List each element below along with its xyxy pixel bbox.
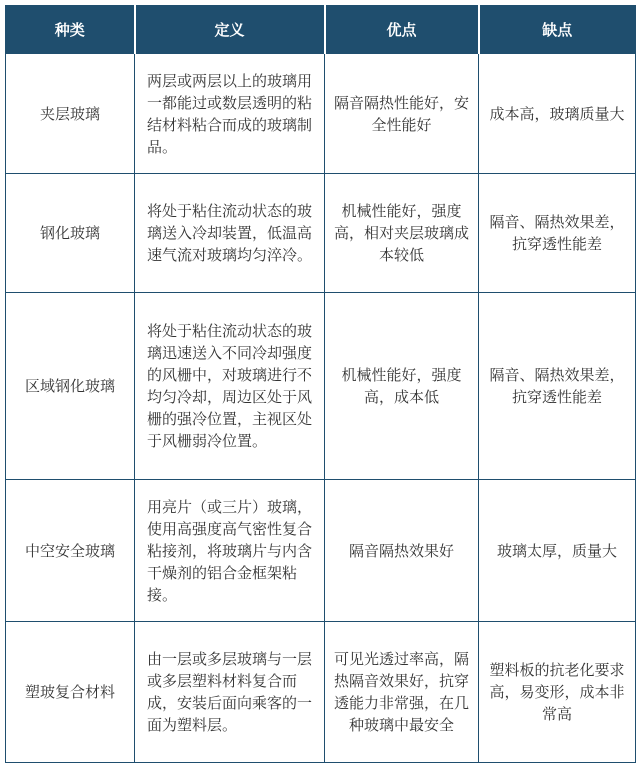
table-body	[6, 54, 636, 763]
cell-type: 夹层玻璃	[6, 54, 135, 174]
cell-pros: 隔音隔热性能好，安全性能好	[325, 54, 479, 174]
cell-cons: 成本高，玻璃质量大	[479, 54, 636, 174]
cell-type: 区域钢化玻璃	[6, 293, 135, 480]
cell-definition: 将处于粘住流动状态的玻璃迅速送入不同冷却强度的风栅中，对玻璃进行不均匀冷却，周边区处于风栅的强冷位置，主视区处于风栅弱冷位置。	[135, 293, 325, 480]
cell-pros: 机械性能好，强度高，相对夹层玻璃成本较低	[325, 174, 479, 293]
table-header	[6, 6, 636, 54]
cell-cons: 隔音、隔热效果差，抗穿透性能差	[479, 174, 636, 293]
cell-type: 塑玻复合材料	[6, 622, 135, 763]
glass-comparison-table	[5, 5, 636, 763]
cell-pros: 隔音隔热效果好	[325, 480, 479, 622]
header-type: 种类	[6, 6, 135, 54]
header-pros: 优点	[325, 6, 479, 54]
cell-pros: 可见光透过率高，隔热隔音效果好，抗穿透能力非常强，在几种玻璃中最安全	[325, 622, 479, 763]
cell-definition: 两层或两层以上的玻璃用一都能过或数层透明的粘结材料粘合而成的玻璃制品。	[135, 54, 325, 174]
cell-definition: 由一层或多层玻璃与一层或多层塑料材料复合而成，安装后面向乘客的一面为塑料层。	[135, 622, 325, 763]
cell-cons: 玻璃太厚，质量大	[479, 480, 636, 622]
table-row	[6, 293, 636, 480]
header-row	[6, 6, 636, 54]
cell-pros: 机械性能好，强度高，成本低	[325, 293, 479, 480]
header-definition: 定义	[135, 6, 325, 54]
cell-cons: 隔音、隔热效果差，抗穿透性能差	[479, 293, 636, 480]
cell-cons: 塑料板的抗老化要求高，易变形，成本非常高	[479, 622, 636, 763]
header-cons: 缺点	[479, 6, 636, 54]
table-row	[6, 622, 636, 763]
table-row	[6, 54, 636, 174]
cell-type: 钢化玻璃	[6, 174, 135, 293]
cell-type: 中空安全玻璃	[6, 480, 135, 622]
cell-definition: 用亮片（或三片）玻璃，使用高强度高气密性复合粘接剂，将玻璃片与内含干燥剂的铝合金框架粘接。	[135, 480, 325, 622]
cell-definition: 将处于粘住流动状态的玻璃送入冷却装置，低温高速气流对玻璃均匀淬冷。	[135, 174, 325, 293]
table-row	[6, 480, 636, 622]
table-row	[6, 174, 636, 293]
